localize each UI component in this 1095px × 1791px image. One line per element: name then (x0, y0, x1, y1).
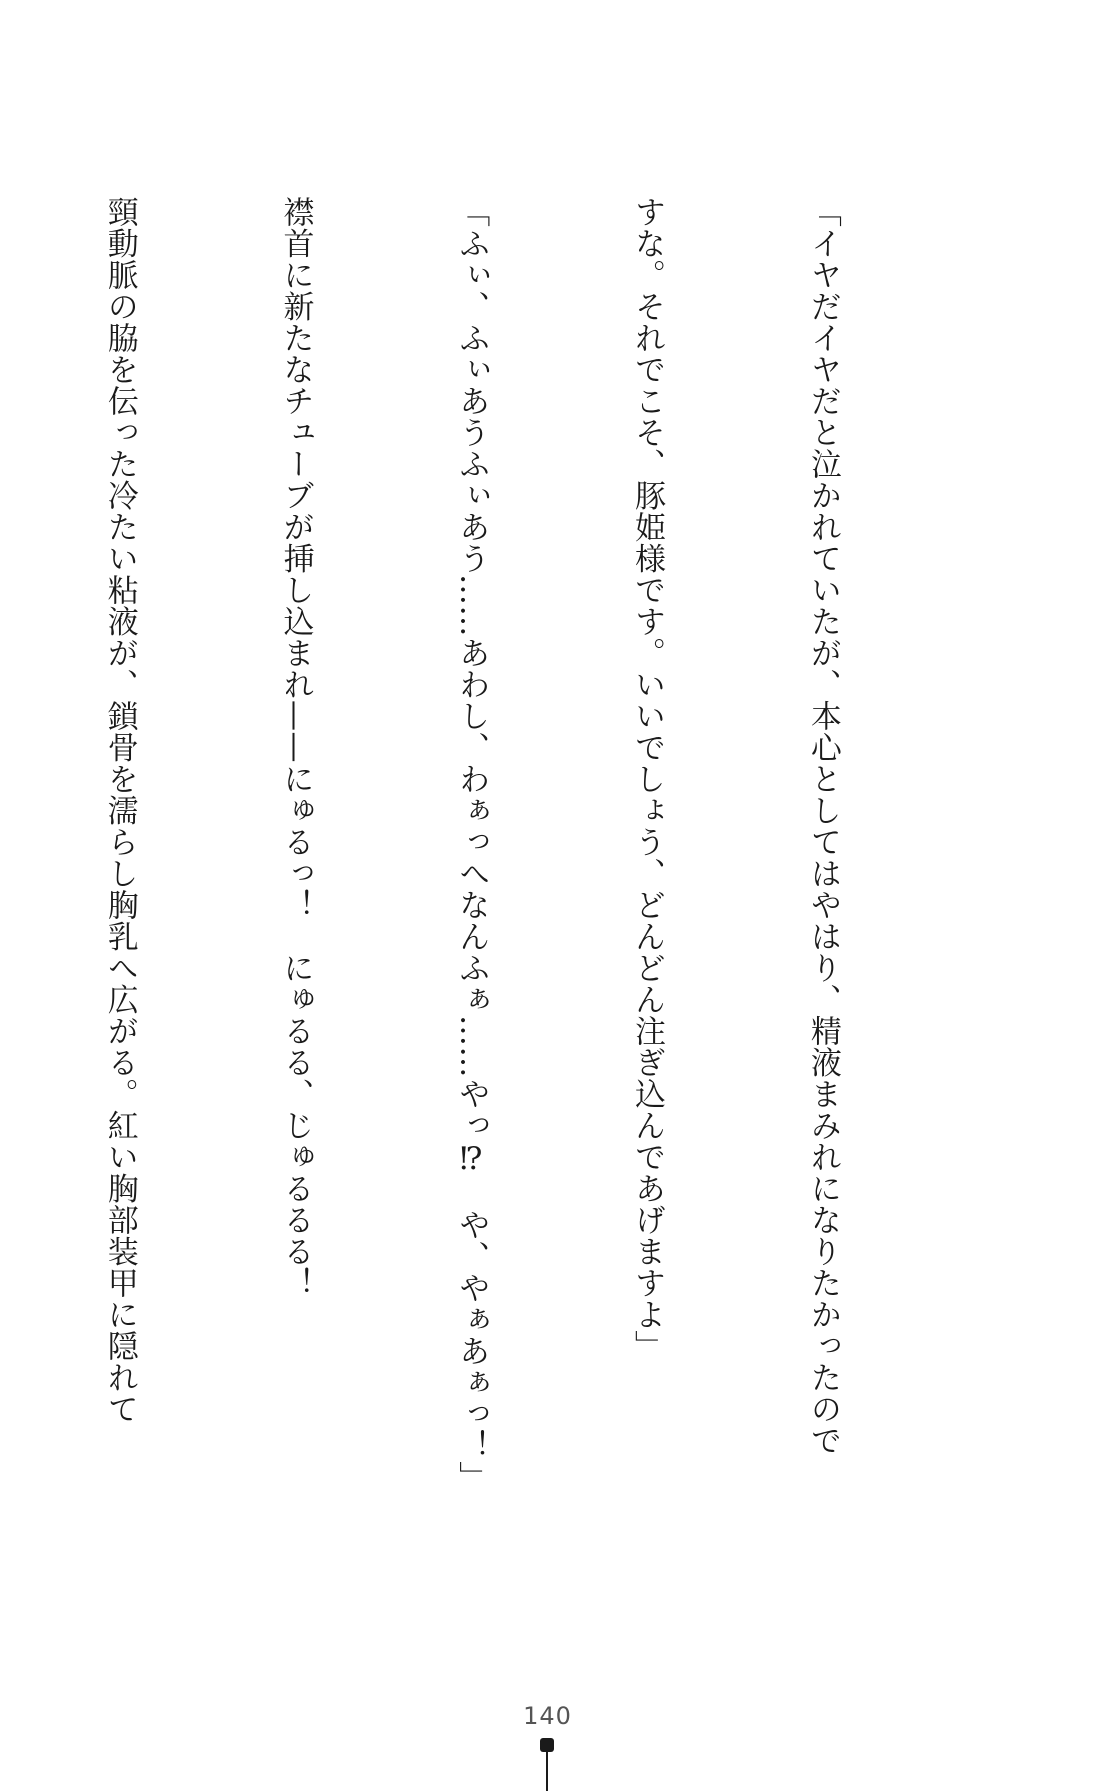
text-line: 頸動脈の脇を伝った冷たい粘液が、鎖骨を濡らし胸乳へ広がる。紅い胸部装甲に隠れて (101, 196, 138, 1425)
page-marker-stem (546, 1752, 548, 1791)
page-marker-icon (540, 1738, 554, 1791)
page-marker-dot (540, 1738, 554, 1752)
text-line: すな。それでこそ、豚姫様です。いいでしょう、どんどん注ぎ込んであげますよ」 (629, 196, 666, 1362)
text-line: 襟首に新たなチューブが挿し込まれ——にゅるっ！ にゅるる、じゅるるる！ (277, 196, 314, 1299)
body-text (0, 196, 969, 1493)
page-number: 140 (523, 1702, 572, 1730)
text-line: 「イヤだイヤだと泣かれていたが、本心としてはやはり、精液まみれになりたかったので (804, 196, 841, 1456)
text-line: 「ふぃ、ふぃあうふぃあう……あわし、わぁっへなんふぁ……やっ⁉ や、やぁあぁっ！」 (453, 196, 490, 1493)
